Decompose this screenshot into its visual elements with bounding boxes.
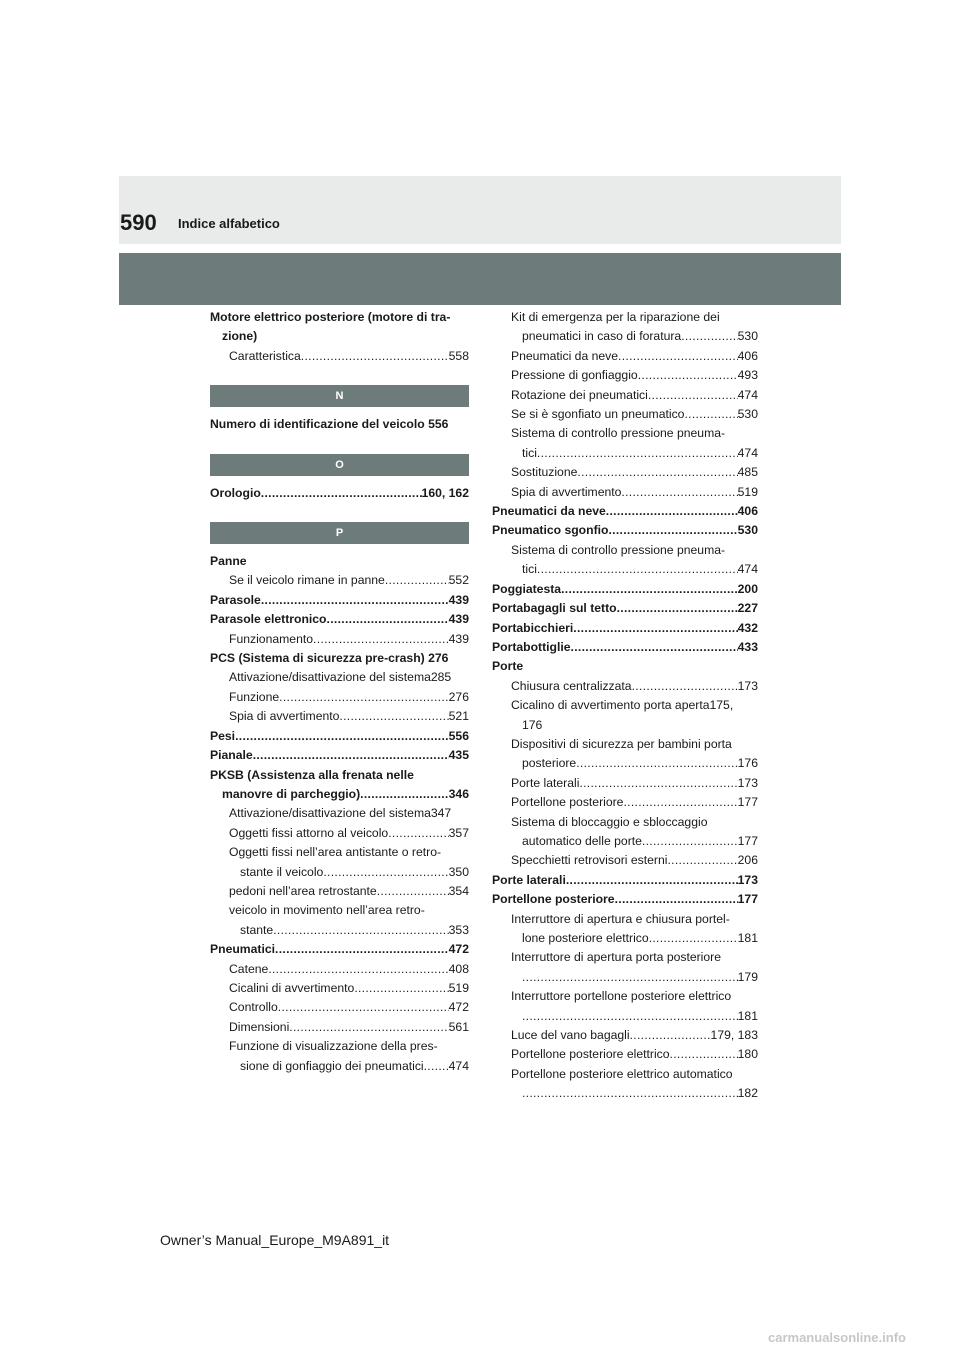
letter-divider-o: O: [210, 454, 469, 476]
index-subentry-cont: ..... 182: [492, 1084, 758, 1103]
index-entry: Pianale ..... 435: [210, 746, 469, 765]
index-subentry: Dimensioni ..... 561: [210, 1018, 469, 1037]
header-dark-band: [119, 253, 841, 305]
index-subentry: Funzione ..... 276: [210, 688, 469, 707]
index-subentry: Oggetti fissi attorno al veicolo ..... 357: [210, 824, 469, 843]
index-entry: Pesi ..... 556: [210, 727, 469, 746]
index-subentry: Specchietti retrovisori esterni ..... 206: [492, 851, 758, 870]
index-entry: Pneumatici da neve ..... 406: [492, 502, 758, 521]
index-entry: Portabicchieri ..... 432: [492, 619, 758, 638]
index-entry: PCS (Sistema di sicurezza pre-crash) 276: [210, 651, 449, 666]
index-subentry: Rotazione dei pneumatici ..... 474: [492, 386, 758, 405]
index-entry: Parasole elettronico ..... 439: [210, 610, 469, 629]
index-subentry-cont: 176: [522, 717, 543, 732]
index-entry: Panne: [210, 554, 247, 569]
index-entry: Numero di identificazione del veicolo 556: [210, 417, 449, 432]
index-subentry: Sostituzione ..... 485: [492, 463, 758, 482]
index-entry: Portabagagli sul tetto ..... 227: [492, 599, 758, 618]
index-entry: Orologio ..... 160, 162: [210, 484, 469, 503]
index-subentry: Attivazione/disattivazione del sistema 285: [229, 670, 452, 685]
index-subentry: Sistema di controllo pressione pneuma-: [511, 542, 726, 557]
index-entry-title-cont: zione): [222, 329, 258, 344]
index-entry: Porte laterali ..... 173: [492, 871, 758, 890]
index-subentry: Portellone posteriore ..... 177: [492, 793, 758, 812]
index-subentry-cont: automatico delle porte ..... 177: [492, 832, 758, 851]
index-entry: Porte: [492, 659, 524, 674]
index-subentry: Chiusura centralizzata ..... 173: [492, 677, 758, 696]
index-subentry: Funzione di visualizzazione della pres-: [229, 1039, 438, 1054]
index-subentry: Pneumatici da neve ..... 406: [492, 347, 758, 366]
index-subentry: Catene ..... 408: [210, 960, 469, 979]
header-top-band: [119, 176, 841, 244]
index-subentry: Controllo ..... 472: [210, 998, 469, 1017]
index-column-left: [210, 308, 469, 1076]
index-subentry: Spia di avvertimento ..... 521: [210, 707, 469, 726]
index-entry: Pneumatico sgonfio ..... 530: [492, 521, 758, 540]
index-subentry: pedoni nell’area retrostante ..... 354: [210, 882, 469, 901]
footer-manual-id: Owner’s Manual_Europe_M9A891_it: [160, 1232, 390, 1248]
index-entry-title: Motore elettrico posteriore (motore di tra-: [210, 310, 451, 324]
index-entry: Pneumatici ..... 472: [210, 940, 469, 959]
index-entry: Portellone posteriore ..... 177: [492, 890, 758, 909]
index-subentry: Sistema di controllo pressione pneuma-: [511, 426, 726, 441]
index-entry: Portabottiglie ..... 433: [492, 638, 758, 657]
index-subentry: veicolo in movimento nell’area retro-: [229, 903, 425, 918]
index-entry: Poggiatesta ..... 200: [492, 580, 758, 599]
index-subentry: Portellone posteriore elettrico ..... 180: [492, 1045, 758, 1064]
index-subentry-cont: lone posteriore elettrico ..... 181: [492, 929, 758, 948]
index-subentry-cont: ..... 179: [492, 968, 758, 987]
page-number: 590: [120, 210, 157, 235]
index-column-right: [492, 308, 758, 1104]
index-subentry: Dispositivi di sicurezza per bambini porta: [511, 736, 732, 751]
index-subentry-cont: ..... 181: [492, 1007, 758, 1026]
index-subentry-cont: stante ..... 353: [210, 921, 469, 940]
index-subentry: Pressione di gonfiaggio ..... 493: [492, 366, 758, 385]
index-entry-cont: manovre di parcheggio) ..... 346: [210, 785, 469, 804]
index-subentry: Caratteristica ..... 558: [210, 347, 469, 366]
index-subentry-cont: pneumatici in caso di foratura ..... 530: [492, 327, 758, 346]
letter-divider-n: N: [210, 385, 469, 407]
index-subentry: Spia di avvertimento ..... 519: [492, 483, 758, 502]
index-subentry-cont: tici ..... 474: [492, 560, 758, 579]
index-subentry-cont: posteriore ..... 176: [492, 754, 758, 773]
index-subentry: Se il veicolo rimane in panne ..... 552: [210, 571, 469, 590]
index-entry: PKSB (Assistenza alla frenata nelle: [210, 767, 414, 782]
index-subentry: Interruttore di apertura porta posteriore: [511, 950, 722, 965]
index-subentry: Sistema di bloccaggio e sbloccaggio: [511, 814, 708, 829]
watermark: carmanualsonline.info: [768, 1330, 906, 1345]
index-subentry: Portellone posteriore elettrico automatico: [511, 1066, 733, 1081]
index-subentry: Cicalini di avvertimento ..... 519: [210, 979, 469, 998]
index-subentry: Se si è sgonfiato un pneumatico ..... 530: [492, 405, 758, 424]
index-subentry: Cicalino di avvertimento porta aperta175,: [511, 698, 734, 713]
index-subentry: Interruttore portellone posteriore elettrico: [511, 989, 732, 1004]
index-subentry: Interruttore di apertura e chiusura portel-: [511, 911, 730, 926]
index-subentry: Porte laterali ..... 173: [492, 774, 758, 793]
index-entry: Parasole ..... 439: [210, 591, 469, 610]
index-subentry-cont: tici ..... 474: [492, 444, 758, 463]
section-title: Indice alfabetico: [178, 216, 280, 231]
letter-divider-p: P: [210, 522, 469, 544]
index-subentry-cont: sione di gonfiaggio dei pneumatici ..... 474: [210, 1057, 469, 1076]
index-subentry: Luce del vano bagagli ..... 179, 183: [492, 1026, 758, 1045]
index-subentry: Oggetti fissi nell’area antistante o retro-: [229, 845, 442, 860]
index-subentry: Attivazione/disattivazione del sistema 347: [229, 806, 452, 821]
index-subentry: Kit di emergenza per la riparazione dei: [511, 310, 720, 324]
index-subentry: Funzionamento ..... 439: [210, 630, 469, 649]
index-subentry-cont: stante il veicolo ..... 350: [210, 863, 469, 882]
